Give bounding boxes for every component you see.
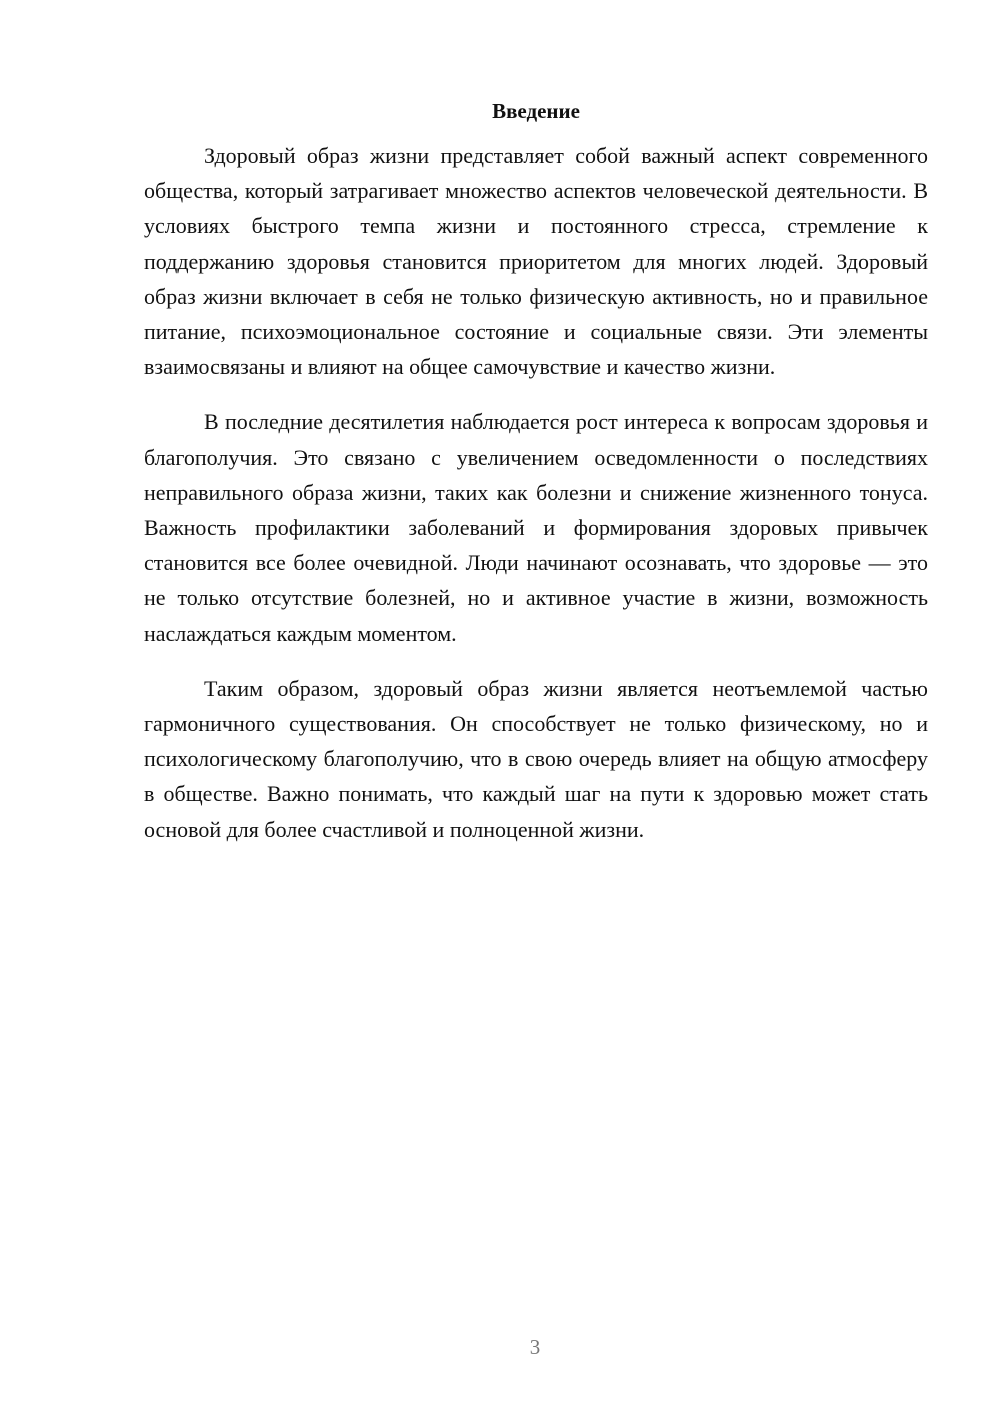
section-heading: Введение — [492, 99, 580, 123]
page-content — [144, 97, 928, 867]
body-paragraph-2: В последние десятилетия наблюдается рост интереса к вопросам здоровья и благополучия. Это связано с увеличением осведомленности о последствиях неправильного образа жизни, таких как болезни и снижение жизненного тонуса. Важность профилактики заболеваний и формирования здоровых привычек становится все более очевидной. Люди начинают осознавать, что здоровье — это не только отсутствие болезней, но и активное участие в жизни, возможность наслаждаться каждым моментом. — [144, 409, 928, 646]
body-paragraph-3: Таким образом, здоровый образ жизни является неотъемлемой частью гармоничного существования. Он способствует не только физическому, но и психологическому благополучию, что в свою очередь влияет на общую атмосферу в обществе. Важно понимать, что каждый шаг на пути к здоровью может стать основой для более счастливой и полноценной жизни. — [144, 675, 928, 842]
body-paragraph-1: Здоровый образ жизни представляет собой важный аспект современного общества, который затрагивает множество аспектов человеческой деятельности. В условиях быстрого темпа жизни и постоянного стресса, стремление к поддержанию здоровья становится приоритетом для многих людей. Здоровый образ жизни включает в себя не только физическую активность, но и правильное питание, психоэмоциональное состояние и социальные связи. Эти элементы взаимосвязаны и влияют на общее самочувствие и качество жизни. — [144, 143, 928, 380]
page-number: 3 — [529, 1335, 541, 1359]
